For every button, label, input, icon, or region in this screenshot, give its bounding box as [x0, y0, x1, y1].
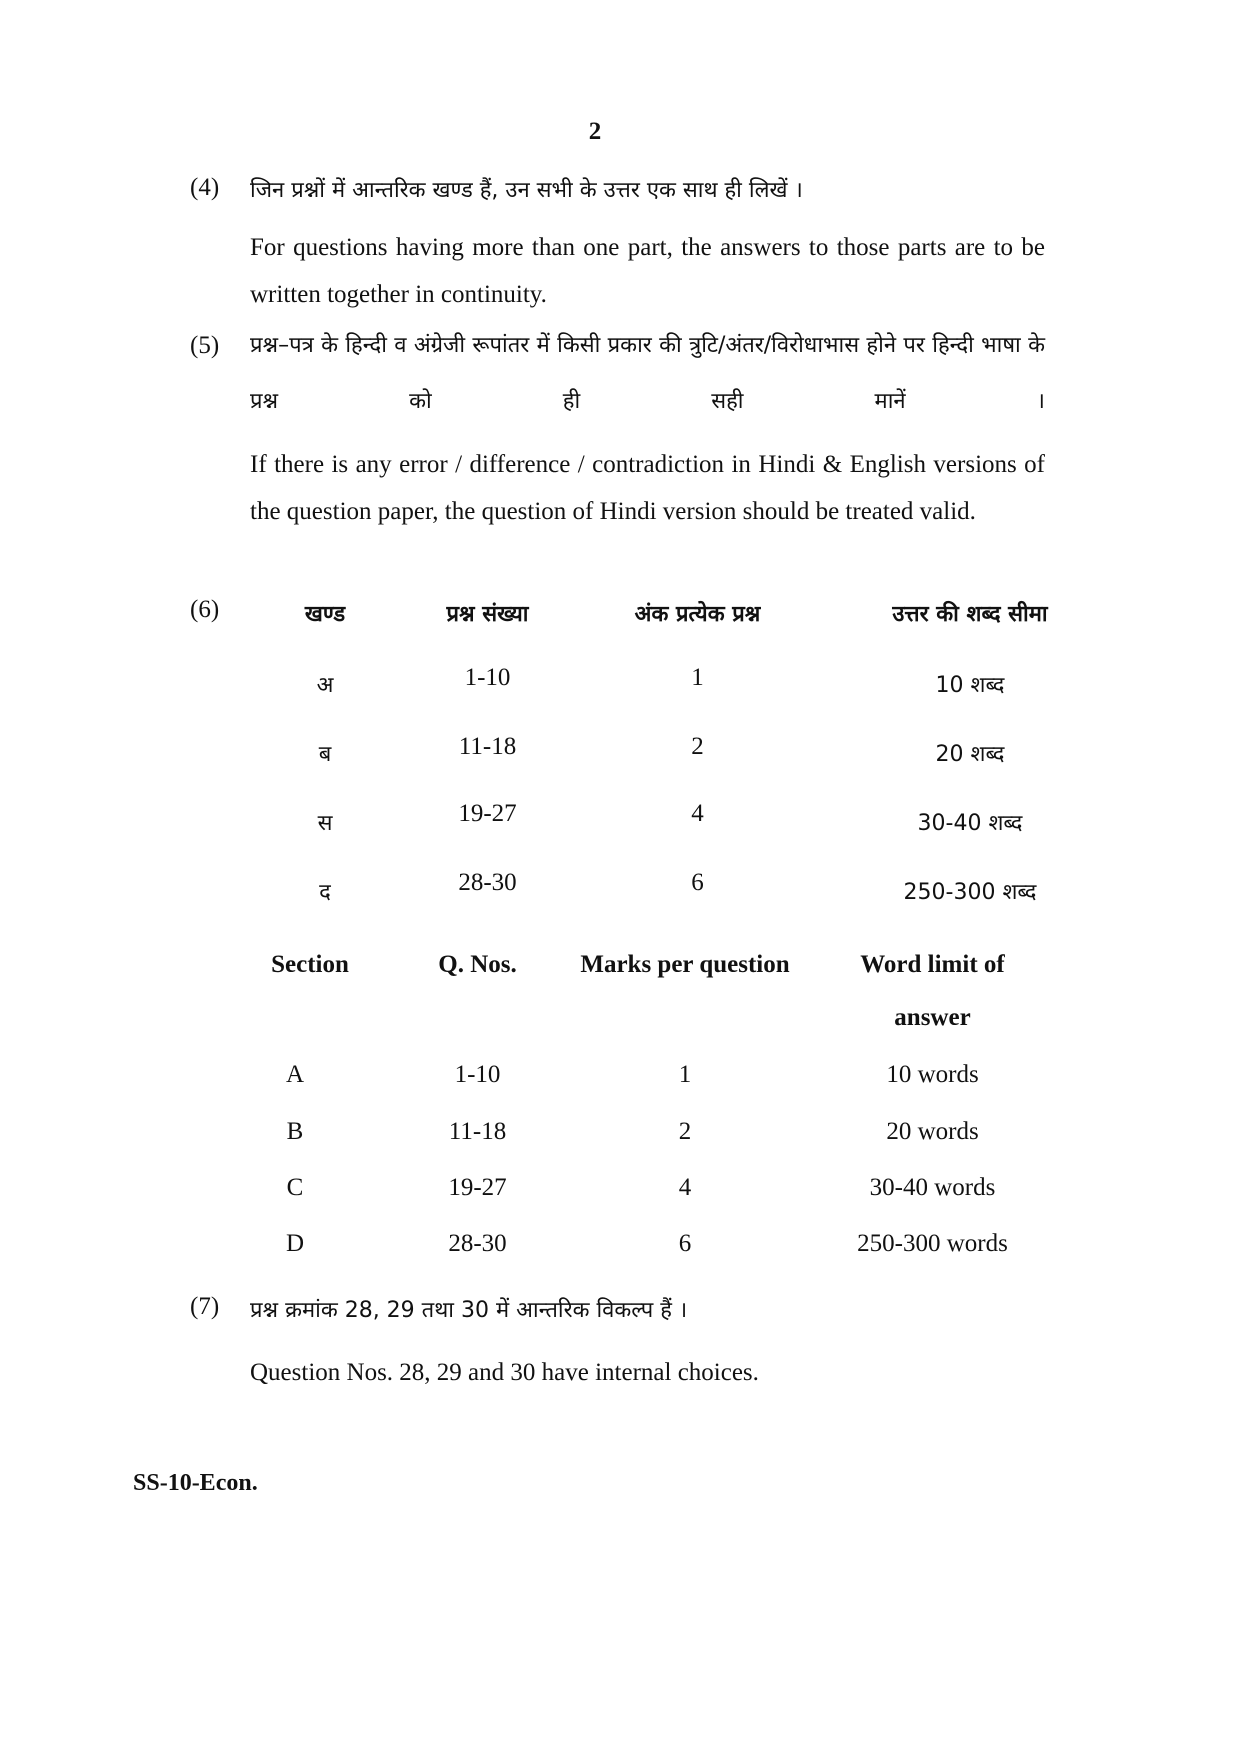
hindi-cell-wordlimit: 30-40 शब्द	[917, 811, 1023, 836]
english-cell-qnos: 28-30	[448, 1230, 507, 1257]
instruction-7-english: Question Nos. 28, 29 and 30 have internal choices.	[250, 1359, 759, 1386]
hindi-header-section: खण्ड	[304, 602, 346, 627]
english-cell-marks: 4	[678, 1174, 692, 1201]
hindi-cell-marks: 4	[691, 800, 704, 827]
paper-code: SS-10-Econ.	[133, 1470, 258, 1496]
hindi-cell-wordlimit: 250-300 शब्द	[903, 880, 1037, 905]
english-cell-marks: 1	[678, 1061, 692, 1088]
english-cell-wordlimit: 250-300 words	[857, 1230, 1008, 1257]
hindi-cell-qnos: 19-27	[458, 800, 517, 827]
hindi-cell-wordlimit: 20 शब्द	[935, 742, 1005, 767]
hindi-cell-qnos: 28-30	[458, 869, 517, 896]
english-header-wordlimit: Word limit of	[860, 951, 1005, 978]
instruction-5-english: If there is any error / difference / contradiction in Hindi & English versions of the question paper, the question of Hindi version should be treated valid.	[250, 451, 1045, 525]
page-number: 2	[588, 118, 602, 145]
hindi-cell-qnos: 1-10	[464, 664, 511, 691]
hindi-cell-wordlimit: 10 शब्द	[935, 673, 1005, 698]
hindi-cell-qnos: 11-18	[458, 733, 517, 760]
instruction-7-number: (7)	[190, 1293, 220, 1320]
english-cell-section: A	[285, 1061, 305, 1088]
english-cell-marks: 2	[678, 1118, 692, 1145]
instruction-6-number: (6)	[190, 596, 220, 623]
english-cell-section: C	[286, 1174, 304, 1201]
instruction-7-hindi: प्रश्न क्रमांक 28, 29 तथा 30 में आन्तरिक विकल्प हैं ।	[250, 1298, 688, 1323]
english-cell-marks: 6	[678, 1230, 692, 1257]
english-cell-section: D	[285, 1230, 305, 1257]
english-header-wordlimit-cont: answer	[894, 1004, 971, 1031]
english-header-marks: Marks per question	[580, 951, 790, 978]
hindi-cell-section: ब	[318, 742, 332, 767]
hindi-cell-section: अ	[316, 673, 334, 698]
hindi-header-marks: अंक प्रत्येक प्रश्न	[634, 602, 761, 627]
instruction-4-english: For questions having more than one part, the answers to those parts are to be written together in continuity.	[250, 234, 1045, 308]
english-cell-qnos: 1-10	[454, 1061, 501, 1088]
english-cell-section: B	[286, 1118, 304, 1145]
instruction-5-hindi: प्रश्न–पत्र के हिन्दी व अंग्रेजी रूपांतर में किसी प्रकार की त्रुटि/अंतर/विरोधाभास होने पर हिन्दी भाषा के प्रश्न को ही सही मानें ।	[250, 333, 1045, 414]
english-header-section: Section	[271, 951, 349, 978]
hindi-cell-marks: 2	[691, 733, 704, 760]
english-cell-wordlimit: 20 words	[886, 1118, 979, 1145]
instruction-4-hindi: जिन प्रश्नों में आन्तरिक खण्ड हैं, उन सभी के उत्तर एक साथ ही लिखें ।	[250, 178, 803, 203]
hindi-cell-marks: 6	[691, 869, 704, 896]
english-cell-qnos: 11-18	[448, 1118, 507, 1145]
hindi-cell-marks: 1	[691, 664, 704, 691]
hindi-cell-section: द	[319, 880, 331, 905]
instruction-4-number: (4)	[190, 174, 220, 201]
english-cell-wordlimit: 30-40 words	[869, 1174, 996, 1201]
hindi-header-qnos: प्रश्न संख्या	[446, 602, 529, 627]
instruction-5-number: (5)	[190, 332, 220, 359]
english-cell-wordlimit: 10 words	[886, 1061, 979, 1088]
english-cell-qnos: 19-27	[448, 1174, 507, 1201]
hindi-header-wordlimit: उत्तर की शब्द सीमा	[892, 602, 1048, 627]
hindi-cell-section: स	[317, 811, 333, 836]
english-header-qnos: Q. Nos.	[438, 951, 517, 978]
